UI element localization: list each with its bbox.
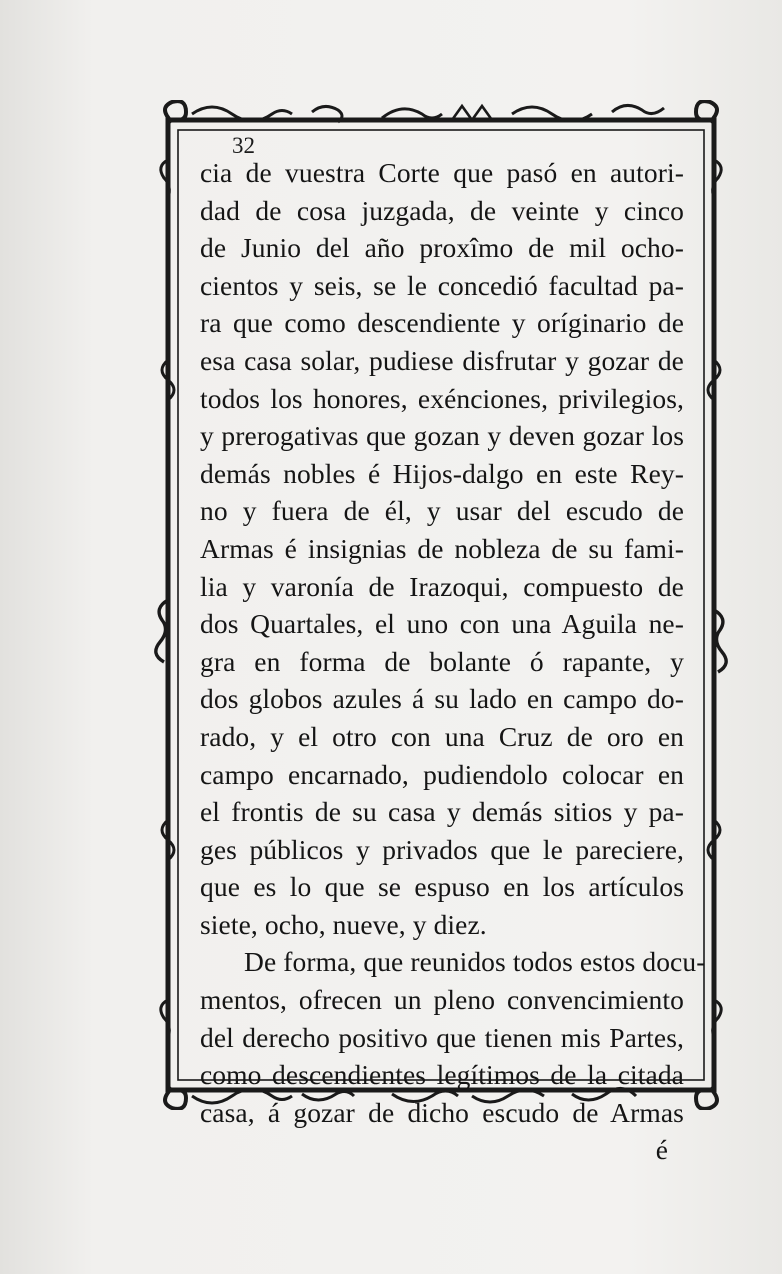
- text-line: dos globos azules á su lado en campo do-: [200, 683, 684, 715]
- text-line: casa, á gozar de dicho escudo de Armas: [200, 1096, 684, 1128]
- text-line: del derecho positivo que tienen mis Partes,: [200, 1021, 684, 1053]
- text-line: esa casa solar, pudiese disfrutar y gozar de: [200, 344, 684, 376]
- text-line: Armas é insignias de nobleza de su fami-: [200, 532, 684, 564]
- text-line: gra en forma de bolante ó rapante, y: [200, 645, 684, 677]
- text-line: De forma, que reunidos todos estos docu-: [244, 946, 706, 978]
- text-line: no y fuera de él, y usar del escudo de: [200, 495, 684, 527]
- catchword: é: [655, 1134, 668, 1166]
- text-line: cia de vuestra Corte que pasó en autori-: [200, 157, 684, 188]
- text-line: ra que como descendiente y oríginario de: [200, 307, 684, 339]
- text-line: lia y varonía de Irazoqui, compuesto de: [200, 570, 684, 602]
- text-line: cientos y seis, se le concedió facultad pa-: [200, 269, 684, 301]
- text-line: mentos, ofrecen un pleno convencimiento: [200, 984, 684, 1016]
- text-line: demás nobles é Hijos-dalgo en este Rey-: [200, 457, 684, 489]
- text-line: que es lo que se espuso en los artículos: [200, 871, 684, 903]
- text-line: todos los honores, exénciones, privilegios,: [200, 382, 684, 414]
- text-line: dos Quartales, el uno con una Aguila ne-: [200, 608, 684, 640]
- text-line: rado, y el otro con una Cruz de oro en: [200, 720, 684, 752]
- text-line: y prerogativas que gozan y deven gozar los: [200, 420, 684, 452]
- body-text: [200, 154, 706, 1169]
- text-line: ges públicos y privados que le pareciere,: [200, 833, 684, 865]
- text-line: dad de cosa juzgada, de veinte y cinco: [200, 194, 684, 226]
- text-line: campo encarnado, pudiendolo colocar en: [200, 758, 684, 790]
- text-line: siete, ocho, nueve, y diez.: [200, 908, 487, 940]
- text-line: como descendientes legítimos de la citada: [200, 1059, 684, 1091]
- page-number: 32: [232, 133, 255, 158]
- text-line: de Junio del año proxîmo de mil ocho-: [200, 232, 684, 264]
- text-line: el frontis de su casa y demás sitios y pa-: [200, 796, 684, 828]
